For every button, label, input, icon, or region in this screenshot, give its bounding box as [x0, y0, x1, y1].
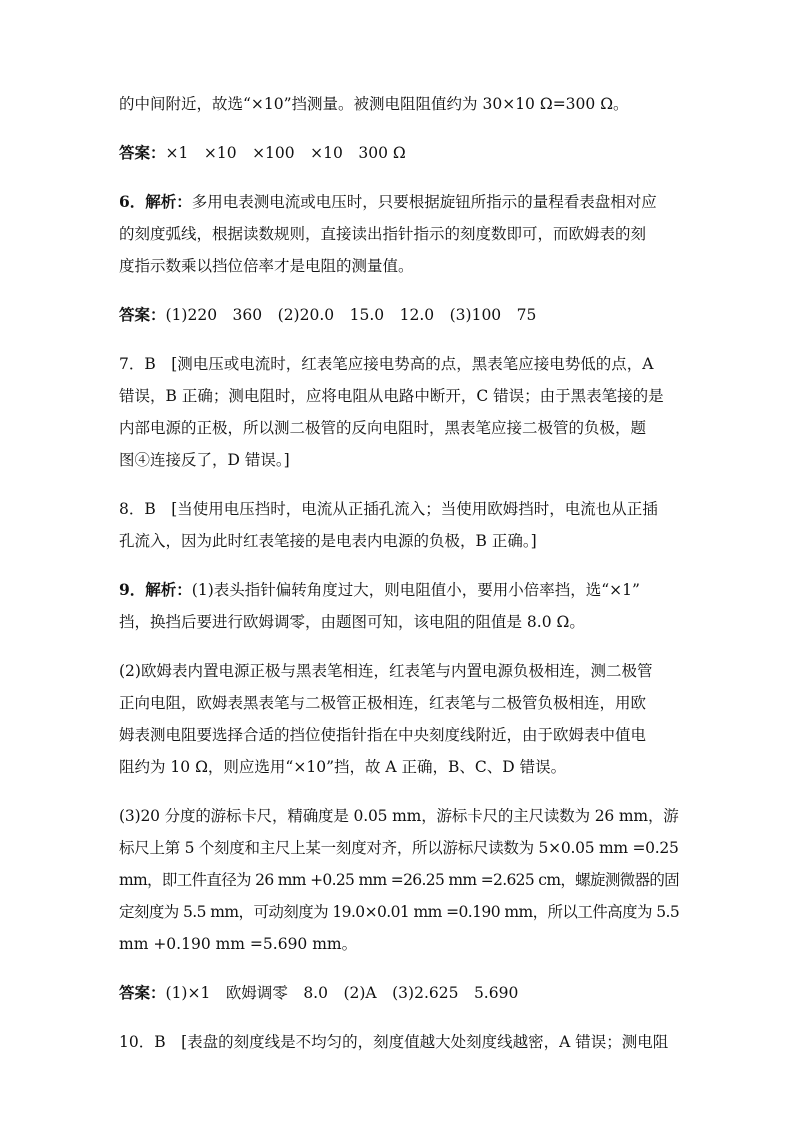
text-line — [119, 977, 679, 1009]
text-line: 正向电阻，欧姆表黑表笔与二极管正极相连，红表笔与二极管负极相连，用欧 — [119, 694, 647, 712]
text-line: 标尺上第 5 个刻度和主尺上某一刻度对齐，所以游标尺读数为 5×0.05 mm =0.25 — [119, 839, 679, 857]
answer-values: ×1 ×10 ×100 ×10 300 Ω — [165, 144, 406, 162]
text-line: 9．解析：(1)表头指针偏转角度过大，则电阻值小，要用小倍率挡，选“×1” — [119, 580, 640, 599]
text-line: 挡，换挡后要进行欧姆调零，由题图可知，该电阻的阻值是 8.0 Ω。 — [119, 613, 585, 631]
paragraph-7 — [119, 348, 679, 476]
analysis-label: 6．解析： — [119, 192, 192, 211]
paragraph-5-continuation — [119, 88, 679, 120]
text-line: 10．B [表盘的刻度线是不均匀的，刻度值越大处刻度线越密，A 错误；测电阻 — [119, 1033, 669, 1051]
paragraph-9-answer — [119, 977, 679, 1009]
text-line — [119, 299, 679, 331]
answer-label: 答案： — [119, 983, 166, 1002]
text-line: 内部电源的正极，所以测二极管的反向电阻时，黑表笔应接二极管的负极，题 — [119, 419, 647, 437]
text-line: 错误，B 正确；测电阻时，应将电阻从电路中断开，C 错误；由于黑表笔接的是 — [119, 387, 664, 405]
answer-text-body — [119, 88, 679, 1075]
text-line: 定刻度为 5.5 mm，可动刻度为 19.0×0.01 mm =0.190 mm，所以工件高度为 5.5 — [119, 903, 680, 921]
text-line: 度指示数乘以挡位倍率才是电阻的测量值。 — [119, 257, 414, 275]
text-line — [119, 137, 679, 169]
text-line: 7．B [测电压或电流时，红表笔应接电势高的点，黑表笔应接电势低的点，A — [119, 355, 654, 373]
paragraph-5-answer — [119, 137, 679, 169]
text-line: 孔流入，因为此时红表笔接的是电表内电源的负极，B 正确。] — [119, 532, 537, 550]
paragraph-9-part-2 — [119, 655, 679, 783]
text-line: (2)欧姆表内置电源正极与黑表笔相连，红表笔与内置电源负极相连，测二极管 — [119, 662, 653, 680]
text-line: 6．解析：多用电表测电流或电压时，只要根据旋钮所指示的量程看表盘相对应 — [119, 192, 657, 211]
text-line: 8．B [当使用电压挡时，电流从正插孔流入；当使用欧姆挡时，电流也从正插 — [119, 500, 658, 518]
text-line: mm +0.190 mm =5.690 mm。 — [119, 935, 358, 953]
paragraph-9-part-3 — [119, 800, 679, 960]
paragraph-9-analysis — [119, 574, 679, 638]
answer-values: (1)×1 欧姆调零 8.0 (2)A (3)2.625 5.690 — [165, 984, 519, 1002]
text-line: 的中间附近，故选“×10”挡测量。被测电阻阻值约为 30×10 Ω=300 Ω。 — [119, 95, 629, 113]
text-line: 阻约为 10 Ω，则应选用“×10”挡，故 A 正确，B、C、D 错误。 — [119, 758, 567, 776]
paragraph-6-analysis — [119, 186, 679, 282]
paragraph-6-answer — [119, 299, 679, 331]
answer-values: (1)220 360 (2)20.0 15.0 12.0 (3)100 75 — [165, 306, 537, 324]
analysis-label: 9．解析： — [119, 580, 192, 599]
text-line: 姆表测电阻要选择合适的挡位使指针指在中央刻度线附近，由于欧姆表中值电 — [119, 726, 647, 744]
paragraph-10 — [119, 1026, 679, 1058]
text-line: 图④连接反了，D 错误。] — [119, 451, 290, 469]
answer-label: 答案： — [119, 305, 166, 324]
text-line: 的刻度弧线，根据读数规则，直接读出指针指示的刻度数即可，而欧姆表的刻 — [119, 225, 647, 243]
answer-label: 答案： — [119, 143, 166, 162]
text-line: (3)20 分度的游标卡尺，精确度是 0.05 mm，游标卡尺的主尺读数为 26 mm，游 — [119, 807, 679, 825]
paragraph-8 — [119, 493, 679, 557]
text-line: mm，即工件直径为 26 mm +0.25 mm =26.25 mm =2.625 cm，螺旋测微器的固 — [119, 871, 679, 889]
